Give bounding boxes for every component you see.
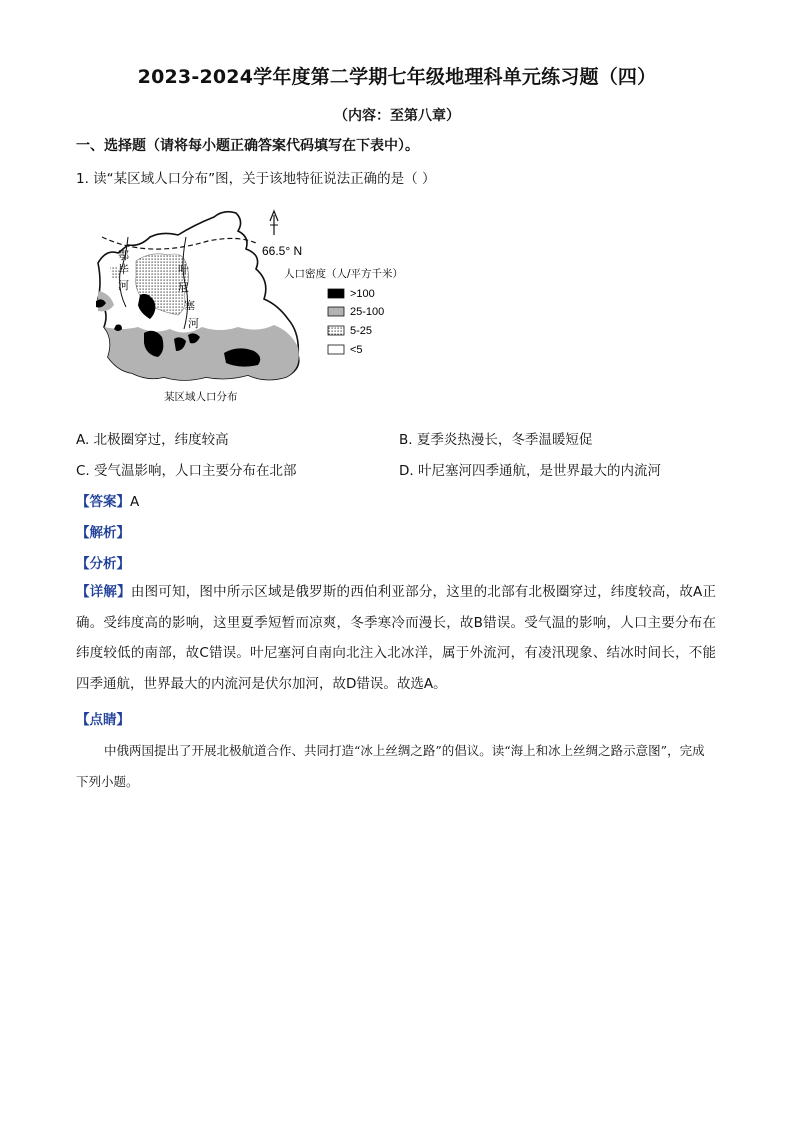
fenxi-line xyxy=(76,552,130,572)
legend-title: 人口密度（人/平方千米） xyxy=(284,268,404,280)
ob-river-char-3: 河 xyxy=(118,279,129,292)
yenisei-char-3: 塞 xyxy=(184,299,195,312)
analysis-line xyxy=(76,521,130,541)
legend-swatch-under-5 xyxy=(328,345,344,354)
latitude-label: 66.5° N xyxy=(262,244,303,258)
yenisei-char-1: 叶 xyxy=(178,263,189,276)
analysis-tag: 【解析】 xyxy=(76,525,130,541)
map-caption: 某区域人口分布 xyxy=(164,391,238,403)
yenisei-char-2: 尼 xyxy=(178,281,189,294)
option-b: B. 夏季炎热漫长，冬季温暖短促 xyxy=(399,432,593,448)
answer-tag: 【答案】 xyxy=(76,494,130,510)
dianjing-line xyxy=(76,708,130,728)
question-1-stem: 1. 读“某区域人口分布”图，关于该地特征说法正确的是（ ） xyxy=(76,171,436,187)
ob-river-char-2: 毕 xyxy=(118,263,129,276)
option-a: A. 北极圈穿过，纬度较高 xyxy=(76,432,229,448)
answer-value: A xyxy=(130,494,140,510)
detail-tag: 【详解】 xyxy=(76,584,131,600)
answer-line xyxy=(76,490,139,510)
page-title: 2023-2024学年度第二学期七年级地理科单元练习题（四） xyxy=(137,66,657,88)
legend-swatch-25-100 xyxy=(328,307,344,316)
next-question-text: 中俄两国提出了开展北极航道合作、共同打造“冰上丝绸之路”的倡议。读“海上和冰上丝绸之路示意图”，完成下列小题。 xyxy=(76,743,705,789)
population-map xyxy=(88,207,428,407)
legend-label-under-5: <5 xyxy=(350,344,363,356)
fenxi-tag: 【分析】 xyxy=(76,556,130,572)
detail-paragraph xyxy=(76,577,716,699)
legend-label-over-100: >100 xyxy=(350,288,375,300)
dianjing-tag: 【点睛】 xyxy=(76,712,130,728)
detail-text: 由图可知，图中所示区域是俄罗斯的西伯利亚部分，这里的北部有北极圈穿过，纬度较高，故A正确。受纬度高的影响，这里夏季短暂而凉爽，冬季寒冷而漫长，故B错误。受气温的影响，人口主要分布在纬度较低的南部，故C错误。叶尼塞河自南向北注入北冰洋，属于外流河，有凌汛现象、结冰时间长，不能四季通航，世界最大的内流河是伏尔加河，故D错误。故选A。 xyxy=(76,584,717,692)
section-heading: 一、选择题（请将每小题正确答案代码填写在下表中）。 xyxy=(76,138,419,154)
option-d: D. 叶尼塞河四季通航，是世界最大的内流河 xyxy=(399,463,661,479)
page-subtitle: （内容：至第八章） xyxy=(334,108,460,124)
legend-swatch-5-25 xyxy=(328,326,344,335)
legend-label-5-25: 5-25 xyxy=(350,325,373,337)
option-c: C. 受气温影响，人口主要分布在北部 xyxy=(76,463,297,479)
yenisei-char-4: 河 xyxy=(188,317,199,330)
next-question-intro xyxy=(76,735,716,797)
ob-river-char-1: 鄂 xyxy=(118,249,129,262)
legend-swatch-over-100 xyxy=(328,289,344,298)
density-band-25-100 xyxy=(104,325,299,380)
legend-label-25-100: 25-100 xyxy=(350,306,385,318)
